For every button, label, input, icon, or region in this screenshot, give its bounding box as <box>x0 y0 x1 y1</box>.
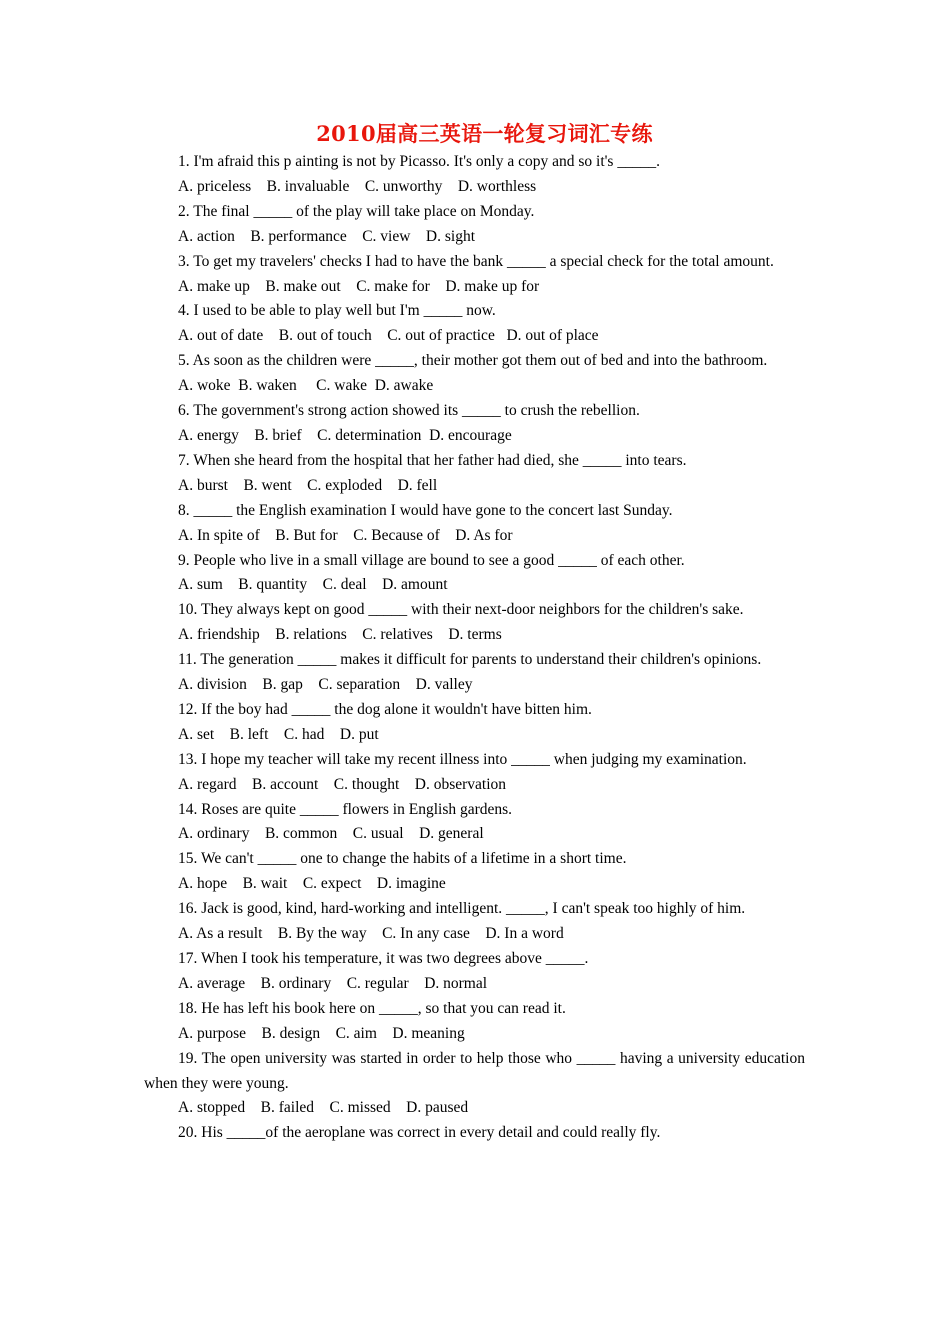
document-title: 2010届高三英语一轮复习词汇专练 <box>316 121 653 146</box>
question-text: 14. Roses are quite _____ flowers in English gardens. <box>178 800 513 818</box>
question-options: A. stopped B. failed C. missed D. paused <box>178 1099 469 1117</box>
question-text: 19. The open university was started in order to help those who _____ having a university education when they were young. <box>144 1049 805 1092</box>
question-options: A. make up B. make out C. make for D. make up for <box>178 277 540 295</box>
question-text: 5. As soon as the children were _____, their mother got them out of bed and into the bathroom. <box>178 352 768 370</box>
question-text: 8. _____ the English examination I would have gone to the concert last Sunday. <box>178 501 673 519</box>
question-text: 2. The final _____ of the play will take place on Monday. <box>178 202 535 220</box>
question-text: 6. The government's strong action showed its _____ to crush the rebellion. <box>178 402 640 420</box>
question-text: 15. We can't _____ one to change the habits of a lifetime in a short time. <box>178 850 627 868</box>
question-text: 17. When I took his temperature, it was two degrees above _____. <box>178 950 589 967</box>
question-options: A. In spite of B. But for C. Because of D. As for <box>178 526 513 544</box>
question-text: 9. People who live in a small village are bound to see a good _____ of each other. <box>178 551 685 569</box>
question-options: A. energy B. brief C. determination D. encourage <box>178 426 512 444</box>
question-text: 7. When she heard from the hospital that her father had died, she _____ into tears. <box>178 451 687 469</box>
question-text: 13. I hope my teacher will take my recent illness into _____ when judging my examination. <box>178 750 747 768</box>
question-list <box>144 150 805 1146</box>
question-options: A. average B. ordinary C. regular D. normal <box>178 974 488 992</box>
question-options: A. sum B. quantity C. deal D. amount <box>178 576 448 594</box>
question-options: A. woke B. waken C. wake D. awake <box>178 377 434 395</box>
question-text: 1. I'm afraid this p ainting is not by Picasso. It's only a copy and so it's _____. <box>178 153 660 170</box>
question-options: A. out of date B. out of touch C. out of practice D. out of place <box>178 327 599 345</box>
document-page <box>144 118 805 1146</box>
question-options: A. burst B. went C. exploded D. fell <box>178 476 438 494</box>
question-options: A. As a result B. By the way C. In any case D. In a word <box>178 925 564 943</box>
question-text: 12. If the boy had _____ the dog alone it wouldn't have bitten him. <box>178 700 592 718</box>
question-options: A. purpose B. design C. aim D. meaning <box>178 1024 465 1042</box>
question-options: A. hope B. wait C. expect D. imagine <box>178 875 446 893</box>
question-text: 4. I used to be able to play well but I'm _____ now. <box>178 302 496 320</box>
question-text: 11. The generation _____ makes it difficult for parents to understand their children's opinions. <box>178 651 762 669</box>
question-options: A. division B. gap C. separation D. valley <box>178 676 473 694</box>
question-options: A. friendship B. relations C. relatives D. terms <box>178 626 502 644</box>
question-text: 10. They always kept on good _____ with their next-door neighbors for the children's sake. <box>178 601 744 619</box>
question-text: 18. He has left his book here on _____, so that you can read it. <box>178 999 566 1017</box>
question-text: 16. Jack is good, kind, hard-working and intelligent. _____, I can't speak too highly of him. <box>178 900 746 918</box>
question-options: A. regard B. account C. thought D. observation <box>178 775 507 793</box>
question-text: 3. To get my travelers' checks I had to have the bank _____ a special check for the total amount. <box>178 252 774 270</box>
question-options: A. action B. performance C. view D. sight <box>178 227 476 245</box>
question-options: A. priceless B. invaluable C. unworthy D. worthless <box>178 177 537 195</box>
question-text: 20. His _____of the aeroplane was correct in every detail and could really fly. <box>178 1124 661 1142</box>
question-options: A. set B. left C. had D. put <box>178 725 379 743</box>
question-options: A. ordinary B. common C. usual D. general <box>178 825 484 843</box>
